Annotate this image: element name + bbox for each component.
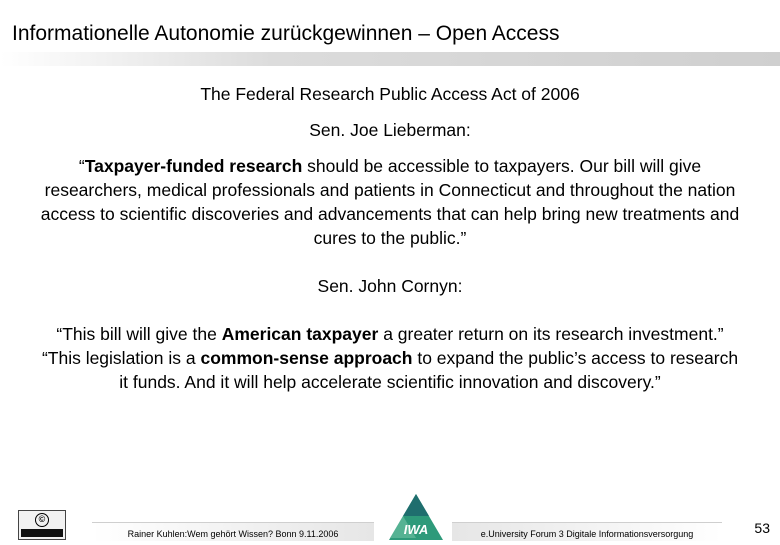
- slide-title: Informationelle Autonomie zurückgewinnen – Open Access: [12, 22, 560, 45]
- slide-body: [40, 82, 740, 394]
- page-number: 53: [754, 520, 770, 536]
- act-title: The Federal Research Public Access Act of 2006: [200, 84, 580, 104]
- title-divider-bar: [0, 52, 780, 66]
- quote-cornyn-1-after: a greater return on its research investment.”: [378, 324, 724, 344]
- quote-cornyn-1-emphasis: American taxpayer: [221, 324, 379, 344]
- quote-cornyn-1-before: “This bill will give the: [56, 324, 222, 344]
- quote-lieberman-text: should be accessible to taxpayers. Our bill will give researchers, medical professionals and patients in Connecticut and throughout the nation access to scientific discoveries and advancements that can help bring new treatments and cures to the public.”: [40, 156, 740, 248]
- quote-cornyn-2-before: “This legislation is a: [41, 348, 201, 368]
- speaker-lieberman: Sen. Joe Lieberman:: [309, 120, 471, 140]
- quote-lieberman: [40, 154, 740, 250]
- quote-lieberman-emphasis: Taxpayer-funded research: [84, 156, 303, 176]
- footer-author-event: Rainer Kuhlen:Wem gehört Wissen? Bonn 9.11.2006: [92, 522, 374, 541]
- iwa-logo-text: IWA: [403, 522, 429, 537]
- creative-commons-icon: ©: [18, 510, 66, 540]
- iwa-logo-icon: [385, 492, 447, 540]
- quote-cornyn-1: [40, 322, 740, 346]
- speaker-cornyn: Sen. John Cornyn:: [317, 276, 463, 296]
- quote-cornyn-2-emphasis: common-sense approach: [200, 348, 413, 368]
- quote-open-mark: “: [78, 156, 85, 176]
- quote-cornyn-2: [40, 346, 740, 394]
- quote-cornyn-2-after: to expand the public’s access to research it funds. And it will help accelerate scientific innovation and discovery.”: [119, 348, 739, 392]
- footer-forum: e.University Forum 3 Digitale Informationsversorgung: [452, 522, 722, 541]
